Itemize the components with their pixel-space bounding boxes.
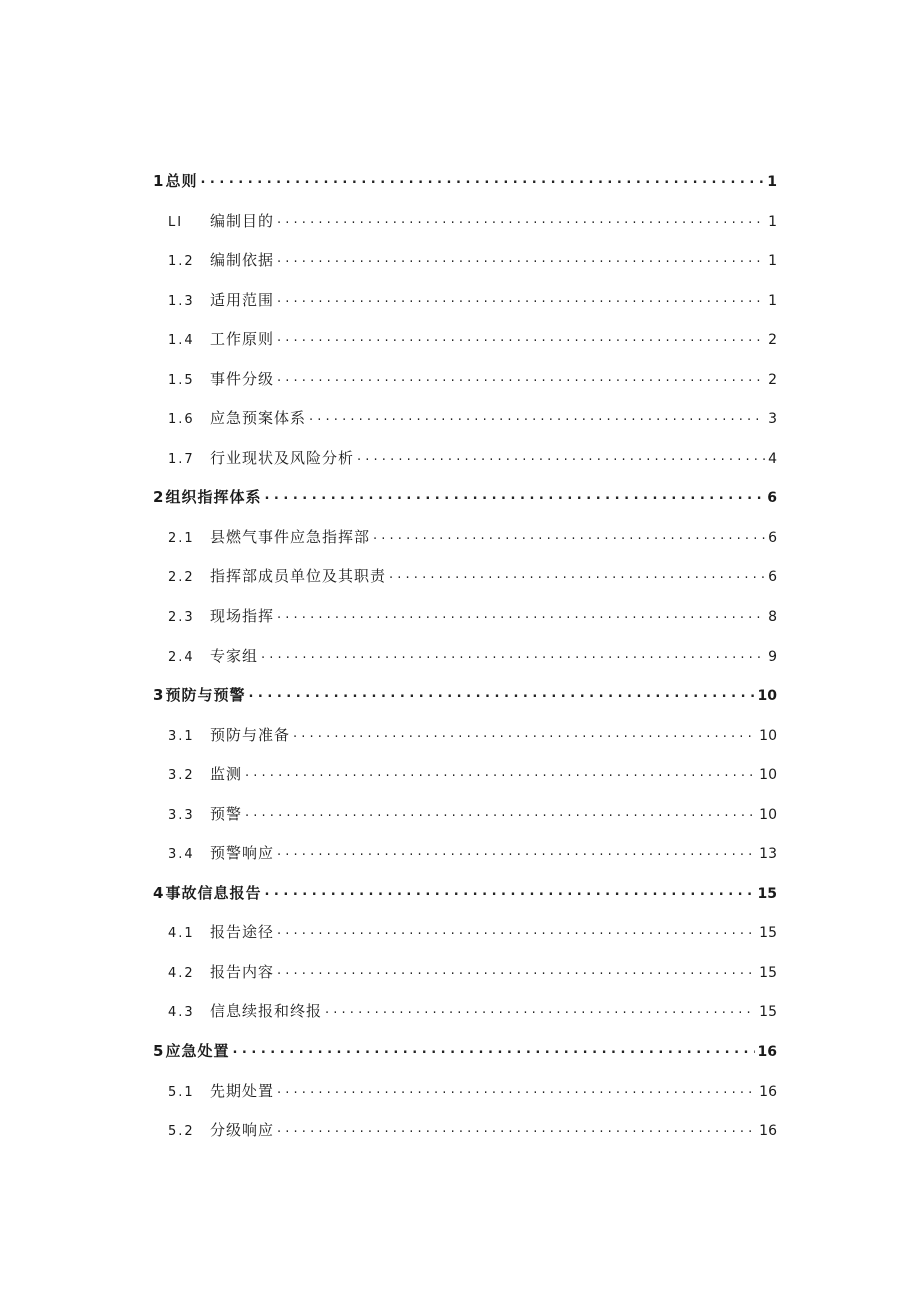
toc-entry-page: 3 [768, 411, 777, 428]
toc-entry-section[interactable] [153, 1080, 777, 1120]
toc-entry-number: 1.4 [168, 333, 195, 349]
toc-entry-section[interactable] [153, 407, 777, 447]
toc-dot-leader [200, 172, 764, 187]
toc-entry-number: 3.2 [168, 768, 195, 784]
toc-entry-number: 3 [153, 686, 164, 705]
toc-entry-number: 1.2 [168, 254, 195, 270]
toc-dot-leader [232, 1042, 754, 1057]
toc-entry-page: 15 [759, 925, 777, 942]
toc-entry-section[interactable] [153, 328, 777, 368]
toc-entry-page: 1 [768, 253, 777, 270]
toc-dot-leader [277, 844, 756, 859]
toc-dot-leader [245, 805, 756, 820]
toc-dot-leader [373, 528, 765, 543]
toc-dot-leader [277, 291, 765, 306]
toc-entry-page: 15 [759, 964, 777, 981]
toc-entry-title: 分级响应 [210, 1121, 275, 1140]
toc-entry-title: 组织指挥体系 [165, 488, 262, 507]
toc-entry-title: 编制依据 [210, 251, 275, 270]
toc-dot-leader [277, 1121, 756, 1136]
toc-entry-title: 报告内容 [210, 962, 275, 981]
toc-entry-page: 10 [759, 727, 777, 744]
toc-entry-number: 2.4 [168, 649, 195, 665]
toc-entry-title: 现场指挥 [210, 607, 275, 626]
toc-entry-page: 6 [768, 569, 777, 586]
toc-dot-leader [277, 370, 765, 385]
toc-dot-leader [325, 1002, 756, 1017]
toc-entry-page: 10 [759, 767, 777, 784]
toc-entry-title: 总则 [165, 172, 198, 190]
toc-entry-title: 事故信息报告 [165, 883, 262, 902]
toc-entry-title: 预警响应 [210, 844, 275, 863]
toc-entry-number: 1.6 [168, 412, 195, 428]
toc-entry-title: 信息续报和终报 [210, 1002, 323, 1021]
toc-entry-title: 报告途径 [210, 923, 275, 942]
toc-entry-title: 监测 [210, 765, 243, 784]
toc-entry-page: 6 [768, 529, 777, 546]
toc-entry-chapter[interactable] [153, 170, 777, 210]
toc-dot-leader [245, 765, 756, 780]
toc-entry-section[interactable] [153, 961, 777, 1001]
toc-entry-title: 指挥部成员单位及其职责 [210, 567, 387, 586]
toc-entry-title: 先期处置 [210, 1081, 275, 1100]
toc-entry-title: 应急处置 [165, 1042, 230, 1061]
toc-entry-page: 16 [759, 1083, 777, 1100]
toc-dot-leader [264, 884, 754, 899]
toc-entry-number: 1.7 [168, 451, 195, 467]
toc-entry-section[interactable] [153, 724, 777, 764]
toc-entry-page: 15 [757, 885, 777, 902]
toc-dot-leader [277, 923, 756, 938]
toc-entry-title: 预防与准备 [210, 725, 291, 744]
toc-entry-page: 16 [757, 1044, 777, 1061]
toc-dot-leader [277, 1082, 756, 1097]
toc-entry-number: 2.3 [168, 610, 195, 626]
toc-entry-title: 行业现状及风险分析 [210, 448, 355, 467]
toc-entry-section[interactable] [153, 605, 777, 645]
toc-entry-title: 应急预案体系 [210, 409, 307, 428]
toc-entry-page: 8 [768, 609, 777, 626]
toc-entry-title: 事件分级 [210, 369, 275, 388]
toc-entry-number: 4 [153, 883, 164, 902]
toc-entry-section[interactable] [153, 1000, 777, 1040]
toc-dot-leader [277, 607, 765, 622]
toc-dot-leader [357, 449, 765, 464]
toc-dot-leader [264, 488, 764, 503]
toc-entry-chapter[interactable] [153, 486, 777, 526]
toc-entry-section[interactable] [153, 803, 777, 843]
toc-entry-number: LI [168, 214, 184, 230]
toc-entry-section[interactable] [153, 921, 777, 961]
toc-entry-title: 专家组 [210, 646, 259, 665]
toc-entry-title: 预防与预警 [165, 686, 246, 705]
toc-entry-page: 9 [768, 648, 777, 665]
toc-entry-section[interactable] [153, 368, 777, 408]
toc-entry-title: 适用范围 [210, 290, 275, 309]
toc-dot-leader [248, 686, 754, 701]
toc-entry-number: 2.2 [168, 570, 195, 586]
toc-entry-number: 5 [153, 1042, 164, 1061]
toc-entry-title: 编制目的 [210, 211, 275, 230]
toc-entry-page: 1 [768, 292, 777, 309]
toc-dot-leader [277, 963, 756, 978]
toc-entry-section[interactable] [153, 447, 777, 487]
toc-entry-page: 10 [759, 806, 777, 823]
toc-entry-number: 3.3 [168, 807, 195, 823]
toc-entry-page: 2 [768, 371, 777, 388]
toc-entry-page: 2 [768, 332, 777, 349]
toc-entry-number: 2.1 [168, 530, 195, 546]
toc-entry-number: 2 [153, 488, 164, 507]
toc-entry-section[interactable] [153, 526, 777, 566]
toc-entry-section[interactable] [153, 565, 777, 605]
toc-dot-leader [261, 647, 765, 662]
toc-entry-page: 1 [767, 174, 777, 190]
toc-entry-section[interactable] [153, 645, 777, 685]
toc-entry-page: 10 [757, 688, 777, 705]
toc-entry-chapter[interactable] [153, 882, 777, 922]
toc-entry-page: 15 [759, 1004, 777, 1021]
toc-entry-number: 4.3 [168, 1005, 195, 1021]
toc-entry-page: 4 [768, 450, 777, 467]
toc-entry-section[interactable] [153, 842, 777, 882]
toc-entry-number: 5.1 [168, 1084, 195, 1100]
toc-entry-page: 1 [768, 213, 777, 230]
toc-entry-section[interactable] [153, 763, 777, 803]
toc-entry-number: 4.1 [168, 926, 195, 942]
toc-entry-title: 预警 [210, 804, 243, 823]
toc-dot-leader [389, 567, 765, 582]
toc-dot-leader [277, 251, 765, 266]
toc-entry-number: 1.5 [168, 372, 195, 388]
toc-entry-page: 13 [759, 846, 777, 863]
toc-entry-number: 3.4 [168, 847, 195, 863]
toc-entry-title: 工作原则 [210, 330, 275, 349]
toc-entry-page: 6 [767, 490, 777, 507]
toc-entry-section[interactable] [153, 289, 777, 329]
toc-entry-chapter[interactable] [153, 684, 777, 724]
toc-entry-chapter[interactable] [153, 1040, 777, 1080]
toc-entry-section[interactable] [153, 1119, 777, 1159]
toc-entry-number: 1 [153, 172, 164, 190]
toc-dot-leader [293, 726, 756, 741]
toc-entry-section[interactable] [153, 249, 777, 289]
toc-entry-title: 县燃气事件应急指挥部 [210, 527, 371, 546]
toc-entry-number: 1.3 [168, 293, 195, 309]
table-of-contents [153, 170, 777, 1159]
toc-dot-leader [277, 212, 765, 227]
toc-entry-number: 5.2 [168, 1124, 195, 1140]
toc-entry-number: 4.2 [168, 965, 195, 981]
toc-dot-leader [277, 330, 765, 345]
toc-entry-page: 16 [759, 1123, 777, 1140]
toc-entry-section[interactable] [153, 210, 777, 250]
toc-entry-number: 3.1 [168, 728, 195, 744]
toc-dot-leader [309, 409, 765, 424]
